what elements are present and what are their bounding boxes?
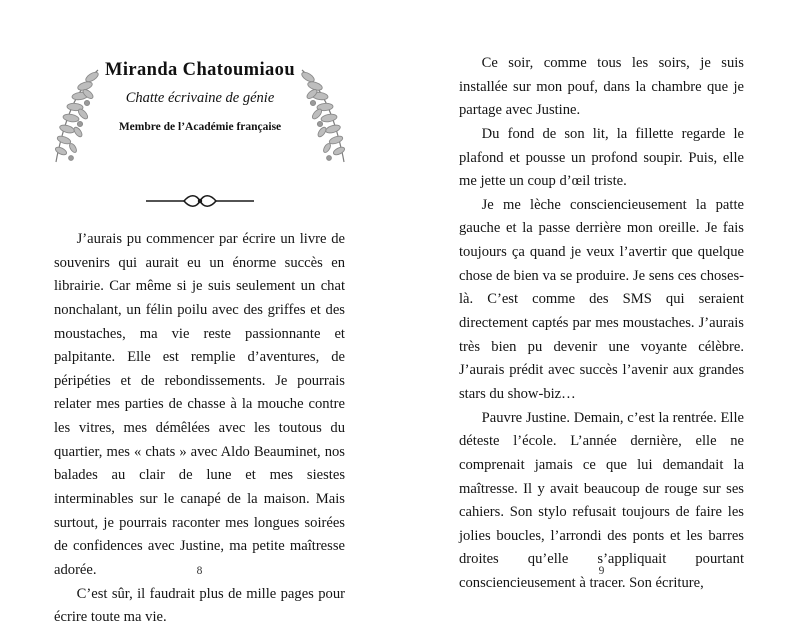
masthead <box>54 60 346 176</box>
olive-branch-icon <box>294 66 358 166</box>
page-left <box>0 0 399 626</box>
paragraph: Ce soir, comme tous les soirs, je suis installée sur mon pouf, dans la chambre que je partage avec Justine. <box>459 55 744 119</box>
paragraph: Du fond de son lit, la fillette regarde le plafond et pousse un profond soupir. Puis, elle me jette un coup d’œil triste. <box>459 125 744 190</box>
page-right <box>399 0 798 601</box>
author-membership: Membre de l’Académie française <box>118 121 282 133</box>
paragraph: Je me lèche consciencieusement la patte gauche et la passe derrière mon oreille. Je fais toujours ça quand je veux l’avertir que quelque chose de bien va se produire. Je sens ces choses-là. C’est comme des SMS qui seraient directement captés par mes moustaches. J’aurais très bien pu devenir une voyante célèbre. J’aurais prédit avec succès l’avenir aux grandes stars du show-biz… <box>459 196 744 402</box>
knot-ornament <box>140 192 260 212</box>
paragraph: C’est sûr, il faudrait plus de mille pages pour écrire toute ma vie. <box>54 585 345 626</box>
paragraph: Pauvre Justine. Demain, c’est la rentrée. Elle déteste l’école. L’année dernière, elle ne comprenait jamais ce que lui demandait la maîtresse. Il y avait beaucoup de rouge sur ses cahiers. Son stylo refusait toujours de faire les jolies boucles, l’arrondi des ponts et les barres droites qu’elle s’appliquait pourtant consciencieusement à tracer. Son écriture, <box>459 409 744 592</box>
author-subtitle: Chatte écrivaine de génie <box>125 90 275 106</box>
author-title: Miranda Chatoumiaou <box>104 60 296 80</box>
olive-branch-icon <box>42 66 106 166</box>
page-number-left: 8 <box>196 565 203 577</box>
page-number-right: 9 <box>598 565 605 577</box>
paragraph: J’aurais pu commencer par écrire un livre de souvenirs qui aurait eu un énorme succès en librairie. Car même si je suis seulement un chat nonchalant, un félin poilu avec des griffes et des moustaches, ma vie reste passionnante et palpitante. Elle est remplie d’aventures, de péripéties et de rebondissements. Je pourrais relater mes parties de chasse à la mouche contre les vitres, mes démêlées avec les toutous du quartier, mes « chats » avec Aldo Beauminet, nos balades au clair de lune et mes siestes interminables sur le canapé de la maison. Mais surtout, je pourrais raconter mes longues soirées de confidences avec Justine, ma petite maîtresse adorée. <box>54 231 345 578</box>
right-page-body <box>459 52 744 596</box>
